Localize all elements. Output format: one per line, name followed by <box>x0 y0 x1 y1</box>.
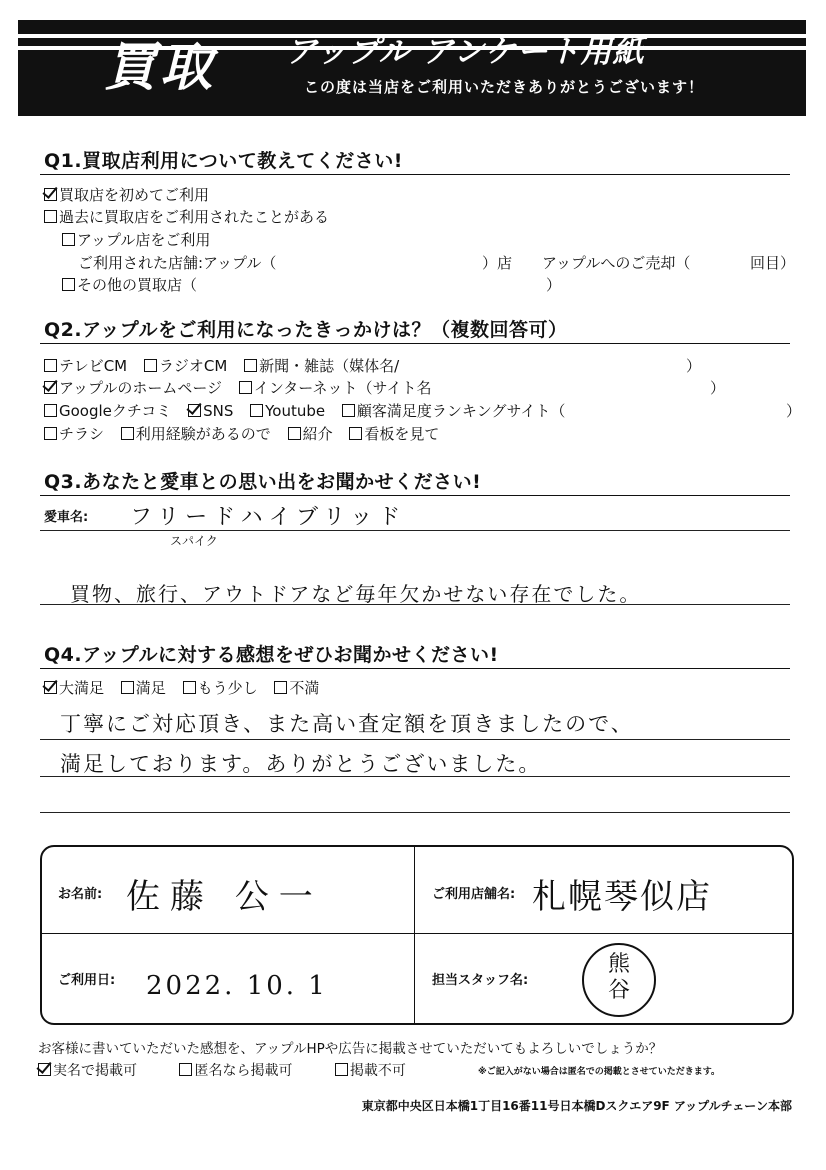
q2-row-4 <box>44 423 439 444</box>
customer-info-box <box>40 845 794 1025</box>
q1-apple-sales-label: アップルへのご売却（ <box>542 254 691 272</box>
checkbox[interactable] <box>62 278 75 291</box>
checkbox-checked[interactable] <box>44 381 57 394</box>
q2-row-3 <box>44 400 565 421</box>
name-label: お名前: <box>58 887 103 902</box>
checkbox-checked[interactable] <box>38 1063 51 1076</box>
q1-option-past[interactable]: 過去に買取店をご利用されたことがある <box>44 206 329 227</box>
q2-option-referral[interactable]: 紹介 <box>288 425 345 443</box>
answer-line <box>40 812 790 813</box>
checkbox[interactable] <box>44 404 57 417</box>
q2-option-homepage[interactable]: アップルのホームページ <box>44 379 234 397</box>
q2-internet-close: ） <box>710 379 726 397</box>
q2-option-youtube[interactable]: Youtube <box>250 402 337 420</box>
store-label: ご利用店舗名: <box>432 887 516 902</box>
checkbox-checked[interactable] <box>44 681 57 694</box>
survey-title: アップル アンケート用紙 <box>286 34 645 70</box>
checkbox[interactable] <box>62 233 75 246</box>
q4-option-little-more[interactable]: もう少し <box>183 679 270 697</box>
q2-divider <box>40 343 790 344</box>
q4-title: Q4.アップルに対する感想をぜひお聞かせください! <box>44 644 499 666</box>
checkbox[interactable] <box>274 681 287 694</box>
seal-char-bottom: 谷 <box>607 978 630 1003</box>
q3-title: Q3.あなたと愛車との思い出をお聞かせください! <box>44 471 482 493</box>
checkbox[interactable] <box>183 681 196 694</box>
checkbox[interactable] <box>144 359 157 372</box>
consent-option-not-allowed[interactable]: 掲載不可 <box>335 1063 406 1079</box>
seal-char-top: 熊 <box>607 952 630 977</box>
q3-divider <box>40 495 790 496</box>
answer-line <box>40 604 790 605</box>
checkbox[interactable] <box>121 427 134 440</box>
consent-note: ※ご記入がない場合は匿名での掲載とさせていただきます。 <box>478 1067 721 1077</box>
kaitori-logo: 買取 <box>104 38 217 98</box>
header-banner <box>18 20 806 116</box>
checkbox[interactable] <box>335 1063 348 1076</box>
q2-newspaper-close: ） <box>686 357 702 375</box>
checkbox[interactable] <box>349 427 362 440</box>
car-name-handwritten[interactable]: フリードハイブリッド <box>130 505 407 530</box>
name-handwritten[interactable]: 佐藤 公一 <box>126 877 323 917</box>
store-handwritten[interactable]: 札幌琴似店 <box>532 877 712 917</box>
checkbox[interactable] <box>250 404 263 417</box>
q2-option-experience[interactable]: 利用経験があるので <box>121 425 283 443</box>
checkbox[interactable] <box>44 210 57 223</box>
q1-divider <box>40 174 790 175</box>
q2-option-internet[interactable]: インターネット（サイト名 <box>239 379 432 397</box>
q2-row-2 <box>44 377 431 398</box>
checkbox[interactable] <box>44 427 57 440</box>
q2-option-sns[interactable]: SNS <box>188 402 245 420</box>
q4-divider <box>40 668 790 669</box>
info-box-divider <box>42 933 792 934</box>
q1-used-store-label: ご利用された店舗:アップル（ <box>78 254 277 272</box>
car-name-label: 愛車名: <box>44 510 89 525</box>
q2-option-ranking[interactable]: 顧客満足度ランキングサイト（ <box>342 402 566 420</box>
q2-option-flyer[interactable]: チラシ <box>44 425 116 443</box>
q4-option-very-satisfied[interactable]: 大満足 <box>44 679 116 697</box>
consent-options <box>38 1060 418 1080</box>
comment-line-1[interactable]: 丁寧にご対応頂き、また高い査定額を頂きましたので、 <box>60 712 634 736</box>
q2-title: Q2.アップルをご利用になったきっかけは？（複数回答可） <box>44 319 568 341</box>
q1-title: Q1.買取店利用について教えてください! <box>44 150 403 172</box>
q2-option-google[interactable]: Googleクチコミ <box>44 402 183 420</box>
consent-question: お客様に書いていただいた感想を、アップルHPや広告に掲載させていただいてもよろしいでしょうか？ <box>38 1041 663 1057</box>
staff-seal-stamp <box>582 943 656 1017</box>
q1-store-suffix: ）店 <box>482 254 513 272</box>
consent-option-anonymous[interactable]: 匿名なら掲載可 <box>179 1063 292 1079</box>
checkbox-checked[interactable] <box>44 188 57 201</box>
q2-row-1 <box>44 355 399 376</box>
checkbox[interactable] <box>179 1063 192 1076</box>
q2-option-tv[interactable]: テレビCM <box>44 357 139 375</box>
q2-option-newspaper[interactable]: 新聞・雑誌（媒体名/ <box>244 357 399 375</box>
checkbox[interactable] <box>239 381 252 394</box>
checkbox[interactable] <box>288 427 301 440</box>
q1-option-apple[interactable]: アップル店をご利用 <box>62 229 210 250</box>
checkbox[interactable] <box>44 359 57 372</box>
date-label: ご利用日: <box>58 973 116 988</box>
q4-satisfaction-row <box>44 677 319 698</box>
checkbox-checked[interactable] <box>188 404 201 417</box>
q2-ranking-close: ） <box>786 402 802 420</box>
q1-option-other[interactable]: その他の買取店（ <box>62 274 197 295</box>
info-box-divider <box>414 847 415 1023</box>
q2-option-signboard[interactable]: 看板を見て <box>349 425 439 443</box>
q1-count-suffix: 回目） <box>750 254 796 272</box>
q1-other-close: ） <box>546 276 562 294</box>
date-handwritten[interactable]: 2022. 10. 1 <box>146 971 328 1001</box>
checkbox[interactable] <box>121 681 134 694</box>
answer-line <box>40 739 790 740</box>
q4-option-dissatisfied[interactable]: 不満 <box>274 679 319 697</box>
checkbox[interactable] <box>342 404 355 417</box>
q1-option-first[interactable]: 買取店を初めてご利用 <box>44 184 209 205</box>
answer-line <box>40 530 790 531</box>
comment-line-2[interactable]: 満足しております。ありがとうございました。 <box>60 752 542 776</box>
consent-option-real-name[interactable]: 実名で掲載可 <box>38 1063 137 1079</box>
checkbox[interactable] <box>244 359 257 372</box>
q2-option-radio[interactable]: ラジオCM <box>144 357 239 375</box>
staff-label: 担当スタッフ名: <box>432 973 529 988</box>
answer-line <box>40 776 790 777</box>
memory-handwritten[interactable]: 買物、旅行、アウトドアなど毎年欠かせない存在でした。 <box>70 582 642 606</box>
car-grade-handwritten: スパイク <box>170 534 218 548</box>
footer-address: 東京都中央区日本橋1丁目16番11号日本橋Dスクエア9F アップルチェーン本部 <box>361 1099 792 1113</box>
survey-subtitle: この度は当店をご利用いただきありがとうございます！ <box>304 78 705 96</box>
q4-option-satisfied[interactable]: 満足 <box>121 679 178 697</box>
